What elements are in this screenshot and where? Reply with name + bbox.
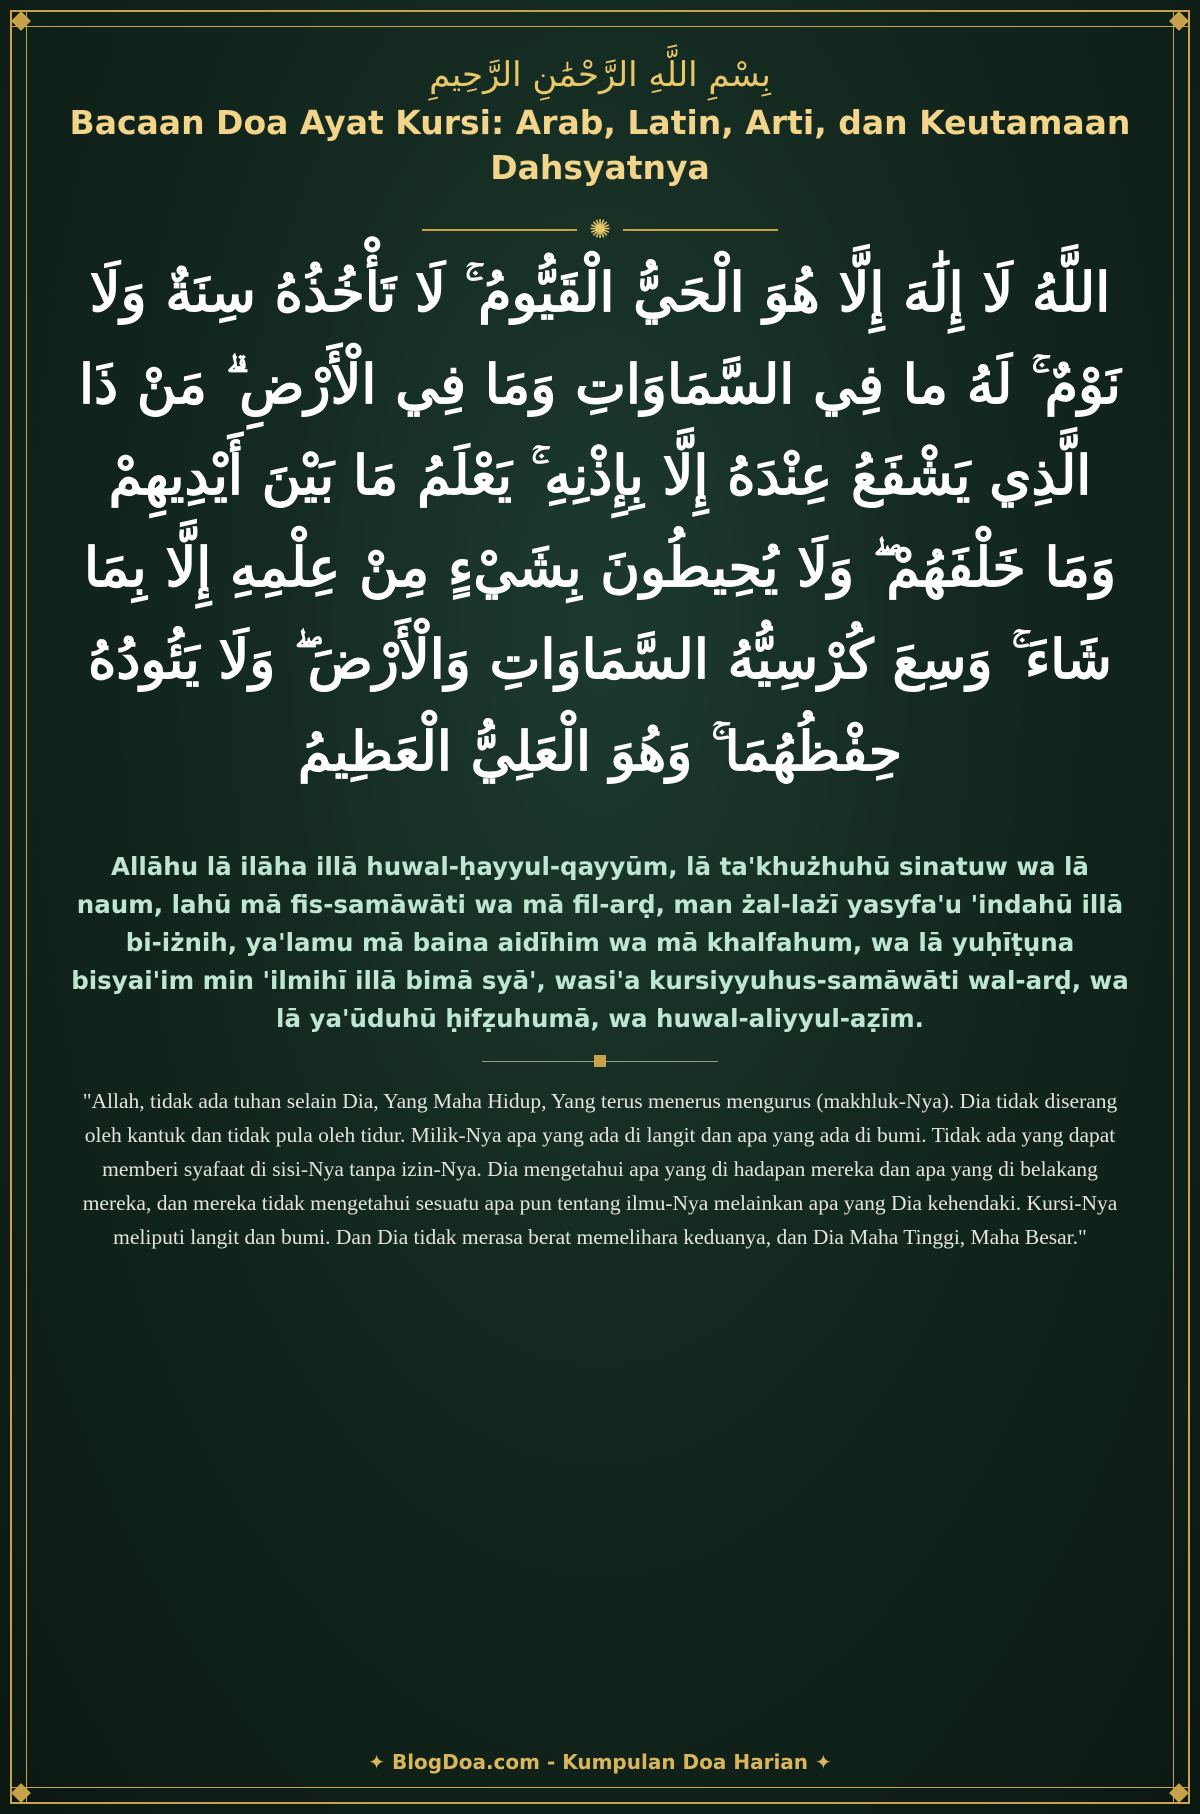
latin-transliteration: Allāhu lā ilāha illā huwal-ḥayyul-qayyūm, lā ta'khużhuhū sinatuw wa lā naum, lahū mā fis-samāwāti wa mā fil-arḍ, man żal-lażī yasyfa'u 'indahū illā bi-iżnih, ya'lamu mā baina aidīhim wa mā khalfahum, wa lā yuḥīṭụna bisyai'im min 'ilmihī illā bimā syā', wasi'a kursiyyuhus-samāwāti wal-arḍ, wa lā ya'ūduhū ḥifẓuhumā, wa huwal-aliyyul-aẓīm. bbox=[71, 851, 1129, 1033]
divider-line-right bbox=[606, 1061, 718, 1062]
frame-line-right bbox=[1173, 10, 1174, 1804]
main-content bbox=[60, 55, 1140, 1255]
page-title: Bacaan Doa Ayat Kursi: Arab, Latin, Arti, dan Keutamaan Dahsyatnya bbox=[69, 102, 1131, 188]
frame-line-left bbox=[26, 10, 27, 1804]
divider-line-left bbox=[422, 229, 577, 231]
divider-line-right bbox=[623, 229, 778, 231]
frame-line-top bbox=[10, 26, 1190, 27]
section-divider bbox=[60, 1055, 1140, 1067]
title-divider bbox=[60, 214, 1140, 245]
star-icon: ✺ bbox=[589, 214, 611, 245]
frame-line-bottom bbox=[10, 1787, 1190, 1788]
footer-credit: ✦ BlogDoa.com - Kumpulan Doa Harian ✦ bbox=[368, 1750, 832, 1774]
bismillah-heading: بِسْمِ اللَّهِ الرَّحْمَٰنِ الرَّحِيمِ bbox=[429, 55, 771, 95]
arabic-verse: اللَّهُ لَا إِلَٰهَ إِلَّا هُوَ الْحَيُّ الْقَيُّومُ ۚ لَا تَأْخُذُهُ سِنَةٌ وَلَا نَوْمٌ ۚ لَهُ ما فِي السَّمَاوَاتِ وَمَا فِي الْأَرْضِ ۗ مَنْ ذَا الَّذِي يَشْفَعُ عِنْدَهُ إِلَّا بِإِذْنِهِ ۚ يَعْلَمُ مَا بَيْنَ أَيْدِيهِمْ وَمَا خَلْفَهُمْ ۖ وَلَا يُحِيطُونَ بِشَيْءٍ مِنْ عِلْمِهِ إِلَّا بِمَا شَاءَ ۚ وَسِعَ كُرْسِيُّهُ السَّمَاوَاتِ وَالْأَرْضَ ۖ وَلَا يَئُودُهُ حِفْظُهُمَا ۚ وَهُوَ الْعَلِيُّ الْعَظِيمُ bbox=[79, 259, 1121, 783]
verse-translation: "Allah, tidak ada tuhan selain Dia, Yang Maha Hidup, Yang terus menerus mengurus (makhluk-Nya). Dia tidak diserang oleh kantuk dan tidak pula oleh tidur. Milik-Nya apa yang ada di langit dan apa yang ada di bumi. Tidak ada yang dapat memberi syafaat di sisi-Nya tanpa izin-Nya. Dia mengetahui apa yang di hadapan mereka dan apa yang di belakang mereka, dan mereka tidak mengetahui sesuatu apa pun tentang ilmu-Nya melainkan apa yang Dia kehendaki. Kursi-Nya meliputi langit dan bumi. Dan Dia tidak merasa berat memelihara keduanya, dan Dia Maha Tinggi, Maha Besar." bbox=[82, 1089, 1118, 1250]
divider-line-left bbox=[482, 1061, 594, 1062]
diamond-icon bbox=[594, 1055, 606, 1067]
